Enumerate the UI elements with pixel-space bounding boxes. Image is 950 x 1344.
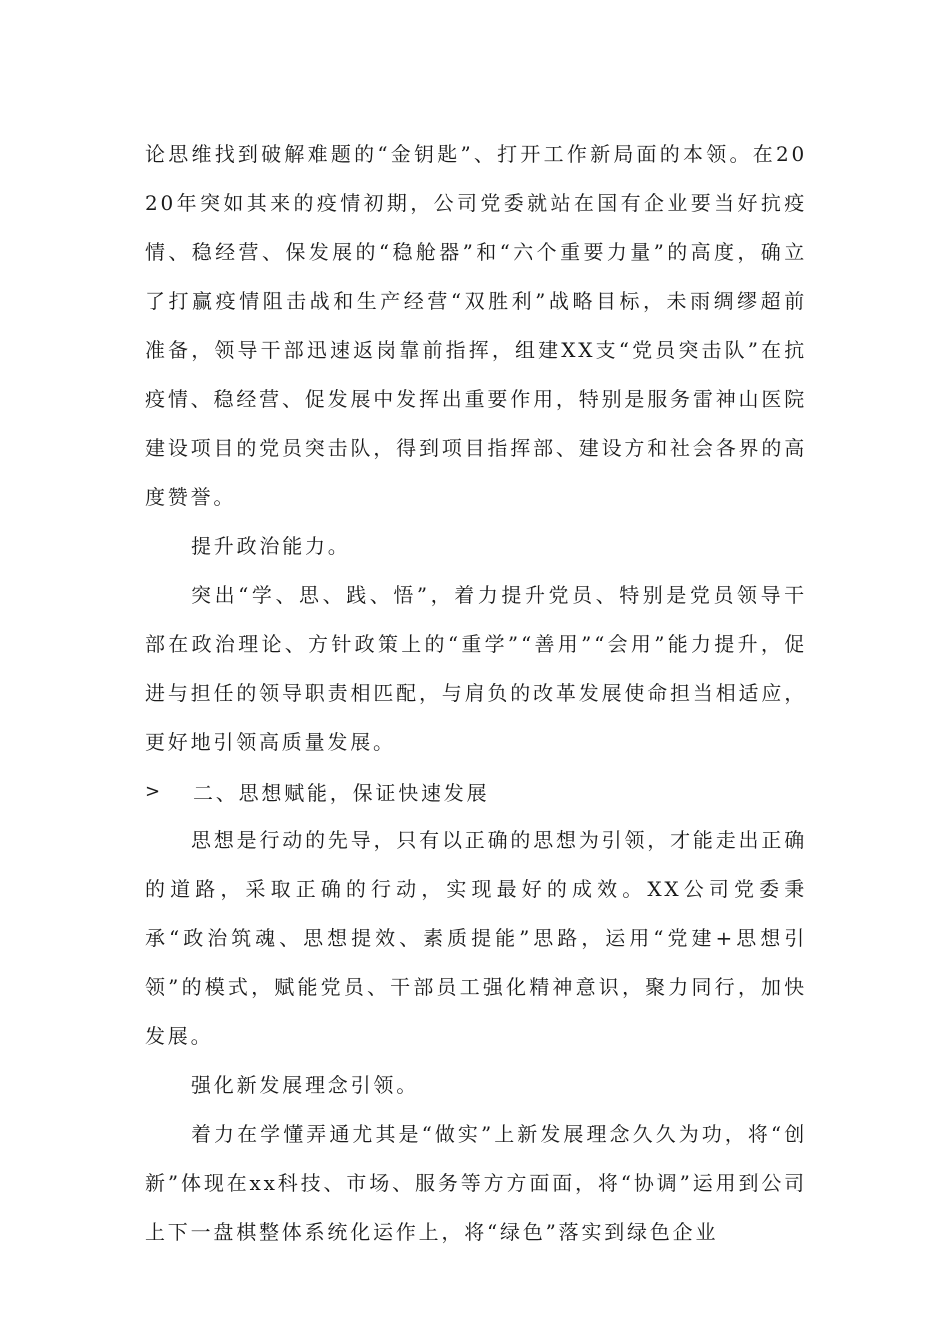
section-heading-text: 二、思想赋能，保证快速发展 — [193, 781, 490, 805]
section-heading — [145, 767, 807, 816]
paragraph-continued: 论思维找到破解难题的“金钥匙”、打开工作新局面的本领。在2020年突如其来的疫情初期，公司党委就站在国有企业要当好抗疫情、稳经营、保发展的“稳舱器”和“六个重要力量”的高度，确立了打赢疫情阻击战和生产经营“双胜利”战略目标，未雨绸缪超前准备，领导干部迅速返岗靠前指挥，组建XX支“党员突击队”在抗疫情、稳经营、促发展中发挥出重要作用，特别是服务雷神山医院建设项目的党员突击队，得到项目指挥部、建设方和社会各界的高度赞誉。 — [145, 142, 807, 509]
chevron-right-icon: > — [145, 781, 163, 802]
subheading-political-ability: 提升政治能力。 — [191, 534, 351, 558]
paragraph-thought-empowerment: 思想是行动的先导，只有以正确的思想为引领，才能走出正确的道路，采取正确的行动，实现最好的成效。XX公司党委秉承“政治筑魂、思想提效、素质提能”思路，运用“党建+思想引领”的模式，赋能党员、干部员工强化精神意识，聚力同行，加快发展。 — [145, 828, 807, 1048]
document-body — [145, 130, 807, 1257]
subheading-new-development-concept: 强化新发展理念引领。 — [191, 1073, 419, 1097]
paragraph-political-ability: 突出“学、思、践、悟”，着力提升党员、特别是党员领导干部在政治理论、方针政策上的“重学”“善用”“会用”能力提升，促进与担任的领导职责相匹配，与肩负的改革发展使命担当相适应，更好地引领高质量发展。 — [145, 583, 807, 754]
paragraph-new-development-concept: 着力在学懂弄通尤其是“做实”上新发展理念久久为功，将“创新”体现在xx科技、市场、服务等方方面面，将“协调”运用到公司上下一盘棋整体系统化运作上，将“绿色”落实到绿色企业 — [145, 1122, 807, 1244]
